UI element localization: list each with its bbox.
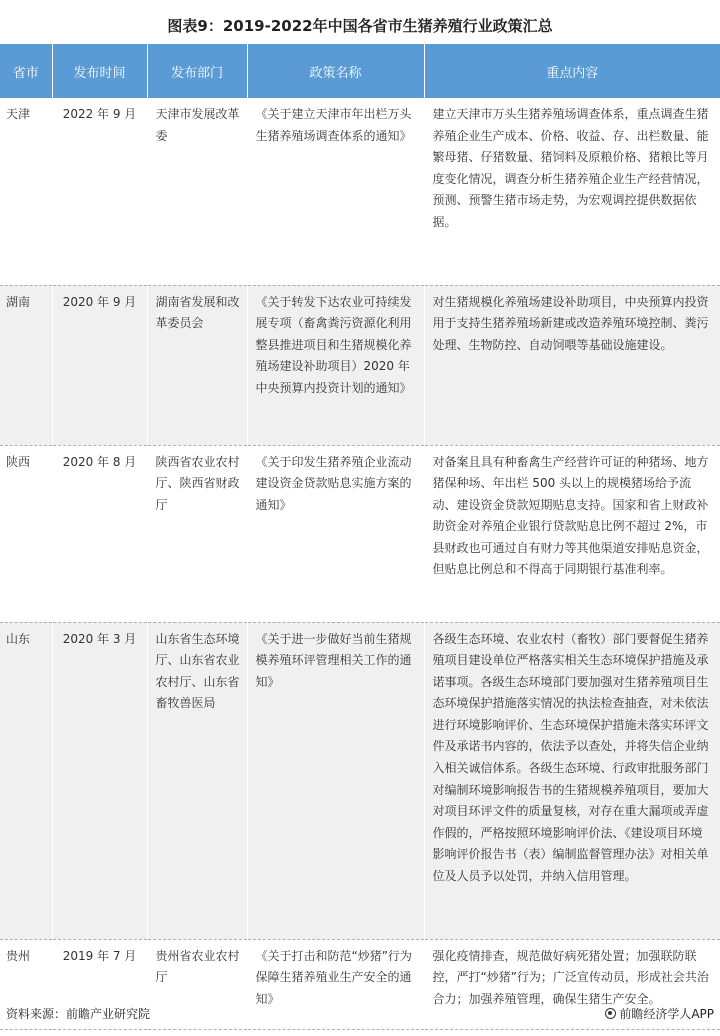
table-header-row [0, 44, 720, 98]
qianzhan-logo-icon [605, 1008, 616, 1019]
cell-content: 建立天津市万头生猪养殖场调查体系，重点调查生猪养殖企业生产成本、价格、收益、存、出栏数量、能繁母猪、仔猪数量、猪饲料及原粮价格、猪粮比等月度变化情况，调查分析生猪养殖企业生产经营情况，预测、预警生猪市场走势，为宏观调控提供数据依据。 [424, 98, 720, 285]
cell-content: 强化疫情排查，规范做好病死猪处置；加强联防联控，严打“炒猪”行为；广泛宣传动员，形成社会共治合力；加强养殖管理，确保生猪生产安全。 [424, 939, 720, 1029]
footer [0, 1000, 720, 1026]
cell-date: 2020 年 9 月 [52, 285, 147, 445]
table-row [0, 285, 720, 445]
source-note: 资料来源：前瞻产业研究院 [6, 1006, 151, 1021]
table-row [0, 445, 720, 622]
cell-policy: 《关于打击和防范“炒猪”行为保障生猪养殖业生产安全的通知》 [247, 939, 424, 1029]
table-row [0, 622, 720, 939]
cell-date: 2022 年 9 月 [52, 98, 147, 285]
header-date: 发布时间 [52, 44, 147, 98]
table-row [0, 98, 720, 285]
brand [605, 1005, 714, 1022]
cell-policy: 《关于转发下达农业可持续发展专项（畜禽粪污资源化利用整县推进项目和生猪规模化养殖场建设补助项目）2020 年中央预算内投资计划的通知》 [247, 285, 424, 445]
cell-policy: 《关于进一步做好当前生猪规模养殖环评管理相关工作的通知》 [247, 622, 424, 939]
cell-date: 2020 年 3 月 [52, 622, 147, 939]
header-content: 重点内容 [424, 44, 720, 98]
cell-dept: 天津市发展改革委 [147, 98, 247, 285]
brand-name: 前瞻经济学人APP [619, 1006, 714, 1021]
cell-content: 各级生态环境、农业农村（畜牧）部门要督促生猪养殖项目建设单位严格落实相关生态环境保护措施及承诺事项。各级生态环境部门要加强对生猪养殖项目生态环境保护措施落实情况的执法检查抽查，对未依法进行环境影响评价、生态环境保护措施未落实环评文件及承诺书内容的，依法予以查处，并将失信企业纳入相关诚信体系。各级生态环境、行政审批服务部门对编制环境影响报告书的生猪规模养殖项目，要加大对项目环评文件的质量复核，对存在重大漏项或弄虚作假的，严格按照环境影响评价法、《建设项目环境影响评价报告书（表）编制监督管理办法》对相关单位及人员予以处罚，并纳入信用管理。 [424, 622, 720, 939]
cell-content: 对生猪规模化养殖场建设补助项目，中央预算内投资用于支持生猪养殖场新建或改造养殖环境控制、粪污处理、生物防控、自动饲喂等基础设施建设。 [424, 285, 720, 445]
cell-date: 2019 年 7 月 [52, 939, 147, 1029]
chart-title: 图表9：2019-2022年中国各省市生猪养殖行业政策汇总 [167, 17, 553, 35]
cell-date: 2020 年 8 月 [52, 445, 147, 622]
cell-province: 山东 [0, 622, 52, 939]
cell-policy: 《关于建立天津市年出栏万头生猪养殖场调查体系的通知》 [247, 98, 424, 285]
cell-province: 陕西 [0, 445, 52, 622]
header-province: 省市 [0, 44, 52, 98]
cell-dept: 贵州省农业农村厅 [147, 939, 247, 1029]
header-policy: 政策名称 [247, 44, 424, 98]
cell-content: 对备案且具有种畜禽生产经营许可证的种猪场、地方猪保种场、年出栏 500 头以上的规模猪场给予流动、建设资金贷款短期贴息支持。国家和省上财政补助资金对养殖企业银行贷款贴息比例不超过 2%，市县财政也可通过自有财力等其他渠道安排贴息资金，但贴息比例总和不得高于同期银行基准利率。 [424, 445, 720, 622]
cell-province: 湖南 [0, 285, 52, 445]
cell-dept: 陕西省农业农村厅、陕西省财政厅 [147, 445, 247, 622]
header-dept: 发布部门 [147, 44, 247, 98]
cell-dept: 湖南省发展和改革委员会 [147, 285, 247, 445]
cell-policy: 《关于印发生猪养殖企业流动建设资金贷款贴息实施方案的通知》 [247, 445, 424, 622]
cell-province: 天津 [0, 98, 52, 285]
policy-table [0, 44, 720, 1030]
cell-dept: 山东省生态环境厅、山东省农业农村厅、山东省畜牧兽医局 [147, 622, 247, 939]
cell-province: 贵州 [0, 939, 52, 1029]
